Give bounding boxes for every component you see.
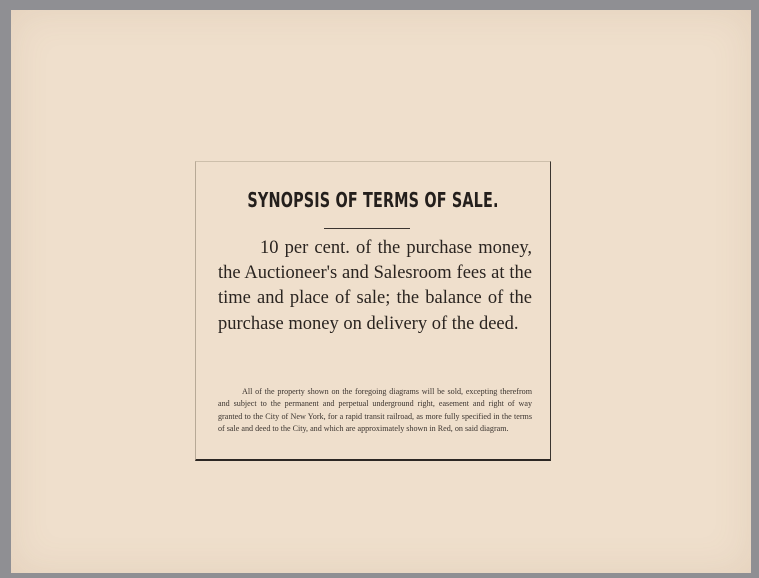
- terms-notice-box: [195, 161, 551, 461]
- title-underline: [324, 228, 410, 229]
- notice-title: SYNOPSIS OF TERMS OF SALE.: [247, 188, 499, 212]
- fine-print-paragraph: All of the property shown on the foregoing diagrams will be sold, excepting therefrom and subject to the permanent and perpetual underground right, easement and right of way granted to the City of New York, for a rapid transit railroad, as more fully specified in the terms of sale and deed to the City, and which are approximately shown in Red, on said diagram.: [218, 387, 532, 434]
- terms-paragraph: 10 per cent. of the purchase money, the Auctioneer's and Salesroom fees at the time and place of sale; the balance of the purchase money on delivery of the deed.: [218, 238, 532, 334]
- paper-sheet: [11, 10, 751, 573]
